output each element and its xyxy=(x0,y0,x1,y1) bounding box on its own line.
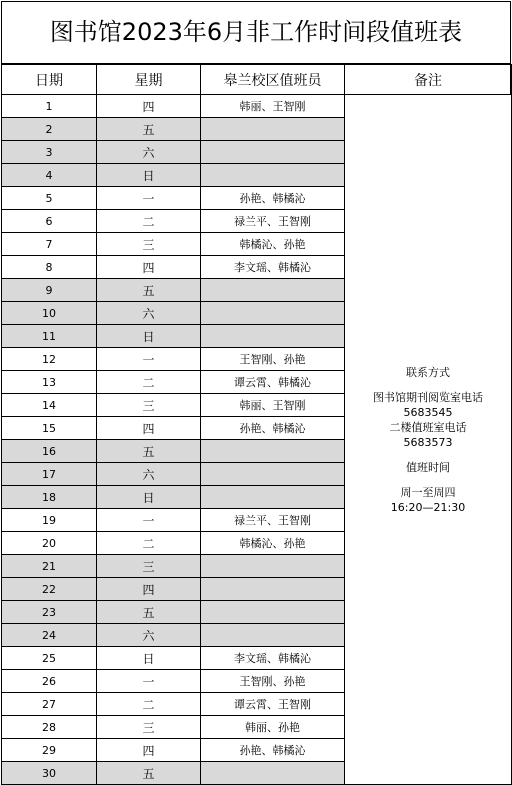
cell-weekday: 六 xyxy=(97,141,201,164)
notes-phone2: 5683573 xyxy=(403,435,453,449)
cell-staff: 王智刚、孙艳 xyxy=(201,348,345,371)
cell-weekday: 日 xyxy=(97,647,201,670)
cell-staff xyxy=(201,624,345,647)
cell-weekday: 四 xyxy=(97,739,201,762)
cell-weekday: 二 xyxy=(97,693,201,716)
cell-weekday: 五 xyxy=(97,118,201,141)
cell-staff: 韩橘沁、孙艳 xyxy=(201,233,345,256)
notes-spacer xyxy=(345,380,511,390)
cell-staff: 谭云霄、韩橘沁 xyxy=(201,371,345,394)
cell-date: 11 xyxy=(2,325,97,348)
cell-weekday: 六 xyxy=(97,302,201,325)
cell-date: 28 xyxy=(2,716,97,739)
notes-contact-title: 联系方式 xyxy=(406,365,450,379)
cell-weekday: 日 xyxy=(97,164,201,187)
cell-weekday: 六 xyxy=(97,624,201,647)
cell-staff xyxy=(201,762,345,785)
cell-date: 17 xyxy=(2,463,97,486)
notes-cell xyxy=(345,95,512,785)
cell-date: 5 xyxy=(2,187,97,210)
cell-weekday: 二 xyxy=(97,371,201,394)
cell-weekday: 二 xyxy=(97,532,201,555)
cell-staff xyxy=(201,440,345,463)
notes-phone1: 5683545 xyxy=(403,405,453,419)
cell-date: 3 xyxy=(2,141,97,164)
cell-date: 15 xyxy=(2,417,97,440)
cell-weekday: 日 xyxy=(97,325,201,348)
cell-weekday: 五 xyxy=(97,601,201,624)
notes-spacer xyxy=(345,475,511,485)
cell-weekday: 二 xyxy=(97,210,201,233)
cell-date: 21 xyxy=(2,555,97,578)
cell-date: 27 xyxy=(2,693,97,716)
cell-staff: 韩丽、孙艳 xyxy=(201,716,345,739)
cell-date: 23 xyxy=(2,601,97,624)
cell-staff xyxy=(201,486,345,509)
notes-line1: 图书馆期刊阅览室电话 xyxy=(373,390,483,404)
notes-duty-title: 值班时间 xyxy=(406,460,450,474)
cell-staff xyxy=(201,279,345,302)
duty-schedule-sheet xyxy=(1,1,511,782)
cell-date: 18 xyxy=(2,486,97,509)
cell-staff xyxy=(201,118,345,141)
cell-date: 16 xyxy=(2,440,97,463)
cell-weekday: 五 xyxy=(97,762,201,785)
cell-date: 26 xyxy=(2,670,97,693)
header-notes: 备注 xyxy=(345,65,512,95)
cell-date: 12 xyxy=(2,348,97,371)
cell-weekday: 四 xyxy=(97,256,201,279)
table-body xyxy=(2,95,512,785)
cell-staff xyxy=(201,601,345,624)
cell-date: 30 xyxy=(2,762,97,785)
cell-weekday: 三 xyxy=(97,555,201,578)
header-date: 日期 xyxy=(2,65,97,95)
cell-staff xyxy=(201,141,345,164)
cell-staff xyxy=(201,555,345,578)
cell-date: 29 xyxy=(2,739,97,762)
cell-date: 20 xyxy=(2,532,97,555)
cell-staff: 孙艳、韩橘沁 xyxy=(201,187,345,210)
notes-line2: 二楼值班室电话 xyxy=(389,420,467,434)
cell-date: 9 xyxy=(2,279,97,302)
cell-date: 1 xyxy=(2,95,97,118)
cell-weekday: 四 xyxy=(97,95,201,118)
cell-date: 25 xyxy=(2,647,97,670)
cell-staff: 孙艳、韩橘沁 xyxy=(201,417,345,440)
cell-weekday: 一 xyxy=(97,509,201,532)
cell-staff: 孙艳、韩橘沁 xyxy=(201,739,345,762)
duty-table xyxy=(1,64,512,785)
cell-staff: 李文瑶、韩橘沁 xyxy=(201,647,345,670)
header-row xyxy=(2,65,512,95)
cell-weekday: 四 xyxy=(97,417,201,440)
cell-staff xyxy=(201,463,345,486)
cell-staff: 韩丽、王智刚 xyxy=(201,394,345,417)
cell-weekday: 五 xyxy=(97,440,201,463)
cell-weekday: 三 xyxy=(97,394,201,417)
cell-staff: 禄兰平、王智刚 xyxy=(201,509,345,532)
cell-date: 22 xyxy=(2,578,97,601)
cell-staff: 王智刚、孙艳 xyxy=(201,670,345,693)
cell-date: 8 xyxy=(2,256,97,279)
cell-staff xyxy=(201,325,345,348)
cell-date: 2 xyxy=(2,118,97,141)
cell-weekday: 日 xyxy=(97,486,201,509)
cell-staff: 禄兰平、王智刚 xyxy=(201,210,345,233)
cell-weekday: 六 xyxy=(97,463,201,486)
notes-duty-hours: 16:20—21:30 xyxy=(390,500,466,514)
cell-weekday: 五 xyxy=(97,279,201,302)
header-weekday: 星期 xyxy=(97,65,201,95)
cell-staff: 谭云霄、王智刚 xyxy=(201,693,345,716)
cell-date: 19 xyxy=(2,509,97,532)
notes-spacer xyxy=(345,450,511,460)
page-title: 图书馆2023年6月非工作时间段值班表 xyxy=(2,2,510,64)
cell-staff xyxy=(201,302,345,325)
cell-date: 4 xyxy=(2,164,97,187)
cell-date: 7 xyxy=(2,233,97,256)
cell-date: 24 xyxy=(2,624,97,647)
table-row xyxy=(2,95,512,118)
cell-weekday: 一 xyxy=(97,670,201,693)
cell-weekday: 三 xyxy=(97,716,201,739)
cell-weekday: 一 xyxy=(97,348,201,371)
cell-date: 14 xyxy=(2,394,97,417)
header-staff: 皋兰校区值班员 xyxy=(201,65,345,95)
notes-duty-days: 周一至周四 xyxy=(400,485,456,499)
cell-staff xyxy=(201,164,345,187)
cell-staff: 李文瑶、韩橘沁 xyxy=(201,256,345,279)
cell-date: 6 xyxy=(2,210,97,233)
cell-staff: 韩丽、王智刚 xyxy=(201,95,345,118)
cell-date: 13 xyxy=(2,371,97,394)
cell-weekday: 三 xyxy=(97,233,201,256)
cell-weekday: 四 xyxy=(97,578,201,601)
cell-staff xyxy=(201,578,345,601)
cell-weekday: 一 xyxy=(97,187,201,210)
cell-staff: 韩橘沁、孙艳 xyxy=(201,532,345,555)
cell-date: 10 xyxy=(2,302,97,325)
